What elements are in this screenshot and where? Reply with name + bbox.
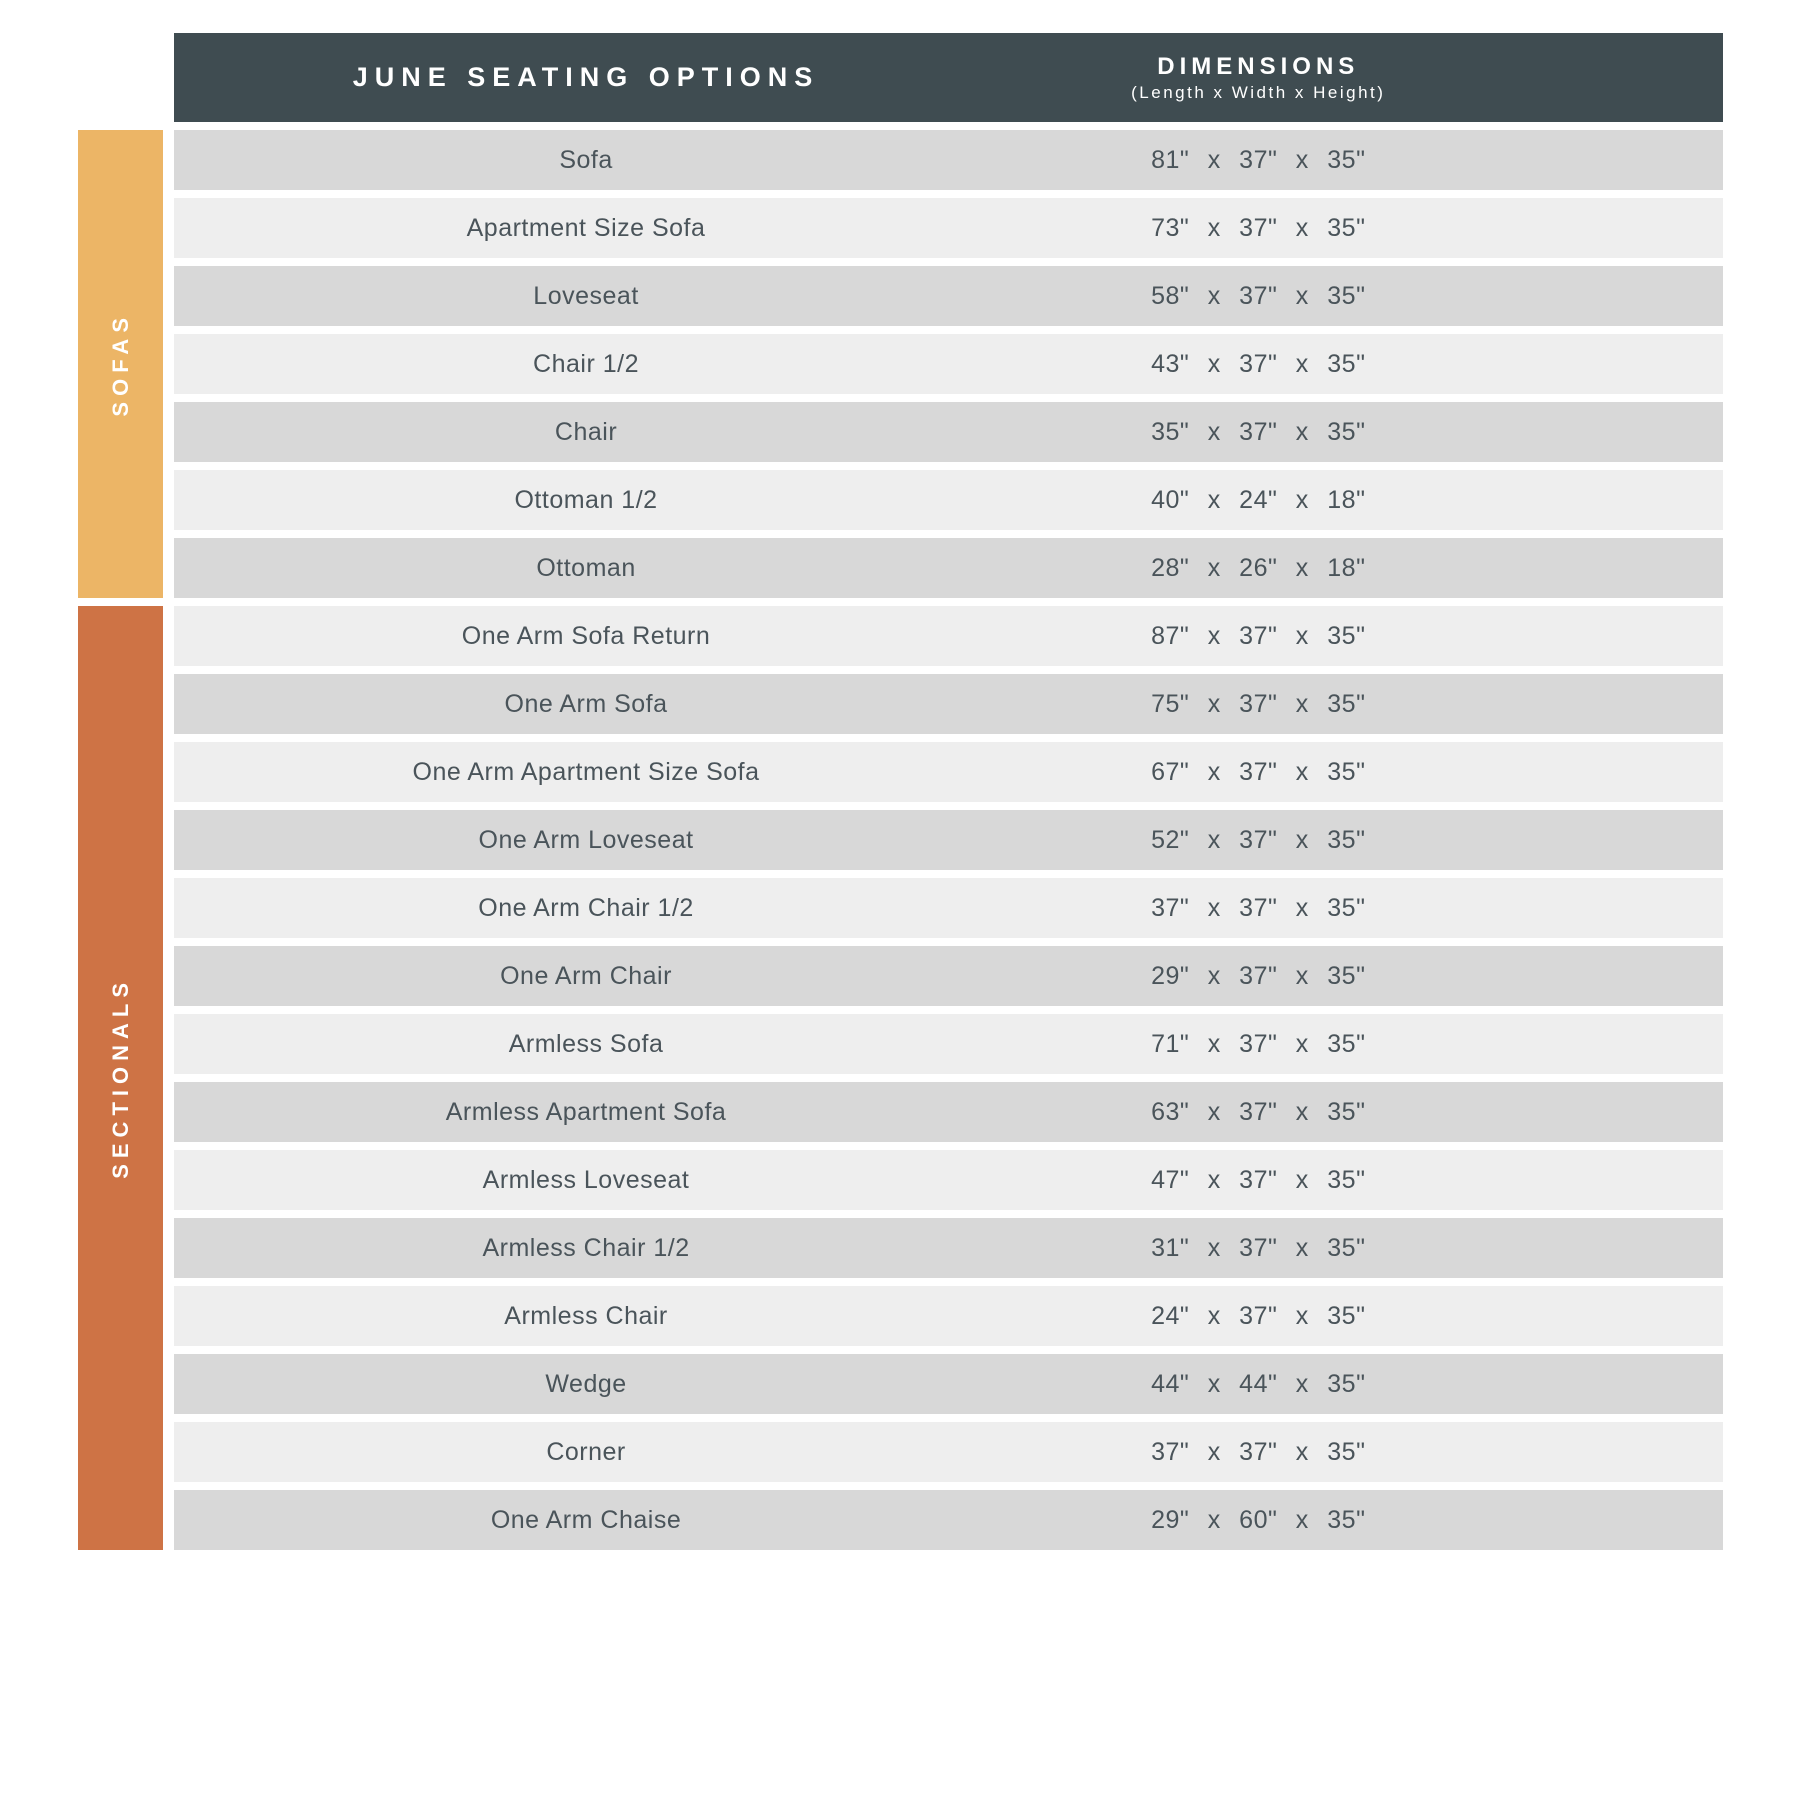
item-name: One Arm Chaise — [490, 1505, 682, 1534]
item-dimensions: 29" x 37" x 35" — [1151, 961, 1366, 990]
table-body — [174, 130, 1723, 1558]
table-row — [174, 402, 1723, 462]
section-band-sofas — [78, 130, 163, 598]
item-dimensions: 29" x 60" x 35" — [1151, 1505, 1366, 1534]
section-band-sectionals — [78, 606, 163, 1550]
item-dimensions: 63" x 37" x 35" — [1151, 1097, 1366, 1126]
item-dimensions: 35" x 37" x 35" — [1151, 417, 1366, 446]
item-dimensions: 87" x 37" x 35" — [1151, 621, 1366, 650]
item-dimensions: 37" x 37" x 35" — [1151, 893, 1366, 922]
item-name: Armless Loveseat — [482, 1165, 690, 1194]
table-row — [174, 198, 1723, 258]
item-name: Chair — [554, 417, 618, 446]
item-dimensions: 31" x 37" x 35" — [1151, 1233, 1366, 1262]
item-name: Wedge — [545, 1369, 627, 1398]
table-row — [174, 674, 1723, 734]
table-row — [174, 470, 1723, 530]
table-row — [174, 1150, 1723, 1210]
item-name: Loveseat — [533, 281, 639, 310]
table-row — [174, 810, 1723, 870]
dimensions-label: DIMENSIONS — [1157, 52, 1360, 80]
item-dimensions: 43" x 37" x 35" — [1151, 349, 1366, 378]
item-dimensions: 75" x 37" x 35" — [1151, 689, 1366, 718]
table-row — [174, 1422, 1723, 1482]
item-dimensions: 67" x 37" x 35" — [1151, 757, 1366, 786]
page-title: JUNE SEATING OPTIONS — [352, 62, 820, 92]
table-row — [174, 1014, 1723, 1074]
table-row — [174, 946, 1723, 1006]
item-name: One Arm Apartment Size Sofa — [412, 757, 760, 786]
section-label: SECTIONALS — [107, 977, 133, 1179]
item-dimensions: 28" x 26" x 18" — [1151, 553, 1366, 582]
table-row — [174, 1286, 1723, 1346]
item-name: Armless Chair — [504, 1301, 668, 1330]
item-dimensions: 44" x 44" x 35" — [1151, 1369, 1366, 1398]
item-dimensions: 24" x 37" x 35" — [1151, 1301, 1366, 1330]
item-name: One Arm Loveseat — [478, 825, 694, 854]
item-name: Ottoman — [536, 553, 636, 582]
item-name: Ottoman 1/2 — [514, 485, 658, 514]
dimensions-note: (Length x Width x Height) — [1131, 82, 1386, 102]
item-name: One Arm Sofa Return — [461, 621, 711, 650]
item-dimensions: 71" x 37" x 35" — [1151, 1029, 1366, 1058]
table-row — [174, 266, 1723, 326]
table-row — [174, 538, 1723, 598]
item-dimensions: 40" x 24" x 18" — [1151, 485, 1366, 514]
table-row — [174, 130, 1723, 190]
dimensions-header — [998, 53, 1518, 102]
table-row — [174, 606, 1723, 666]
table-row — [174, 1354, 1723, 1414]
table-row — [174, 1490, 1723, 1550]
item-dimensions: 47" x 37" x 35" — [1151, 1165, 1366, 1194]
item-name: Chair 1/2 — [533, 349, 639, 378]
item-name: One Arm Chair 1/2 — [478, 893, 694, 922]
item-dimensions: 81" x 37" x 35" — [1151, 145, 1366, 174]
item-name: Armless Apartment Sofa — [445, 1097, 727, 1126]
item-dimensions: 73" x 37" x 35" — [1151, 213, 1366, 242]
table-row — [174, 1218, 1723, 1278]
item-name: Apartment Size Sofa — [466, 213, 706, 242]
table-row — [174, 334, 1723, 394]
section-label: SOFAS — [107, 311, 133, 417]
table-row — [174, 878, 1723, 938]
table-row — [174, 742, 1723, 802]
item-name: One Arm Chair — [500, 961, 672, 990]
item-name: Sofa — [559, 145, 613, 174]
item-name: One Arm Sofa — [504, 689, 668, 718]
item-dimensions: 52" x 37" x 35" — [1151, 825, 1366, 854]
table-row — [174, 1082, 1723, 1142]
item-dimensions: 58" x 37" x 35" — [1151, 281, 1366, 310]
table-header — [174, 33, 1723, 122]
item-dimensions: 37" x 37" x 35" — [1151, 1437, 1366, 1466]
item-name: Armless Sofa — [508, 1029, 664, 1058]
item-name: Corner — [546, 1437, 626, 1466]
item-name: Armless Chair 1/2 — [482, 1233, 690, 1262]
